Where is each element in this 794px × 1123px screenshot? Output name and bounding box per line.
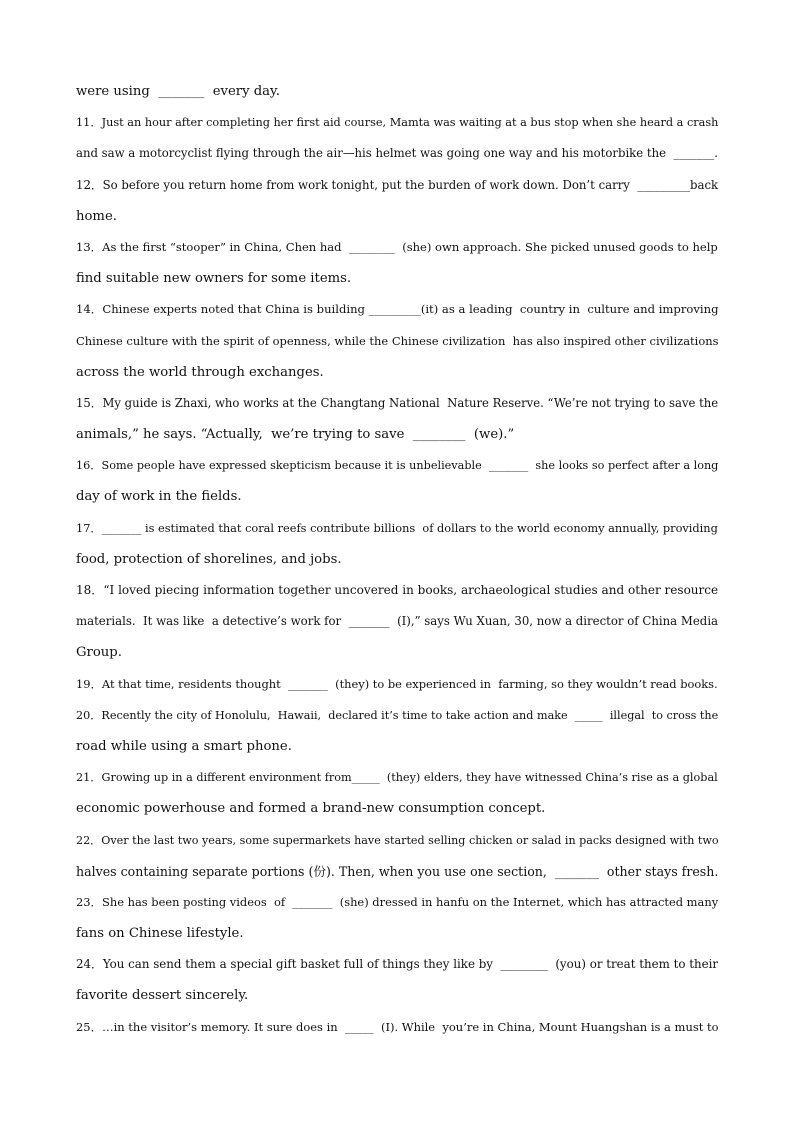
question-23-line-1: 23．She has been posting videos of _______ (she) dressed in hanfu on the Internet, which has attracted many xyxy=(76,894,719,909)
text-line: were using _______ every day. xyxy=(76,84,280,99)
question-21-line-1: 21．Growing up in a different environment from_____ (they) elders, they have witnessed China’s rise as a global xyxy=(76,771,718,785)
question-14-line-2: Chinese culture with the spirit of openness, while the Chinese civilization has also inspired other civilizations xyxy=(76,333,719,348)
question-15-line-2: animals,” he says. “Actually, we’re trying to save ________ (we).” xyxy=(76,427,515,443)
question-18-line-2: materials. It was like a detective’s work for _______ (I),” says Wu Xuan, 30, now a director of China Media xyxy=(76,614,719,629)
question-12-line-2: home. xyxy=(76,208,117,224)
question-17-line-2: food, protection of shorelines, and jobs. xyxy=(76,551,342,567)
question-16-line-2: day of work in the fields. xyxy=(76,489,242,505)
question-18-line-3: Group. xyxy=(76,645,122,661)
question-20-line-2: road while using a smart phone. xyxy=(76,738,292,754)
question-11-line-2: and saw a motorcyclist flying through the air—his helmet was going one way and his motorbike the _______. xyxy=(76,146,718,161)
question-18-line-1: 18．“I loved piecing information together uncovered in books, archaeological studies and other resource xyxy=(76,583,719,597)
question-24-line-1: 24．You can send them a special gift basket full of things they like by ________ (you) or treat them to their xyxy=(76,957,719,972)
question-14-line-1: 14．Chinese experts noted that China is building _________(it) as a leading country in culture and improving xyxy=(76,302,719,317)
question-22-line-2: halves containing separate portions (份). Then, when you use one section, _______ other stays fresh. xyxy=(76,863,719,879)
question-13-line-2: find suitable new owners for some items. xyxy=(76,271,352,287)
question-21-line-2: economic powerhouse and formed a brand-new consumption concept. xyxy=(76,801,546,817)
question-11-line-1: 11．Just an hour after completing her first aid course, Mamta was waiting at a bus stop when she heard a crash xyxy=(76,116,719,130)
question-12-line-1: 12．So before you return home from work tonight, put the burden of work down. Don’t carry _________back xyxy=(76,177,719,192)
question-19-line-1: 19．At that time, residents thought _______ (they) to be experienced in farming, so they wouldn’t read books. xyxy=(76,676,718,691)
question-25-line-1: 25．…in the visitor’s memory. It sure does in _____ (I). While you’re in China, Mount Huangshan is a must to xyxy=(76,1019,719,1034)
question-17-line-1: 17．_______ is estimated that coral reefs contribute billions of dollars to the world economy annually, providing xyxy=(76,520,718,535)
exercise-text xyxy=(76,78,719,1045)
question-16-line-1: 16．Some people have expressed skepticism because it is unbelievable _______ she looks so perfect after a long xyxy=(76,459,719,473)
question-24-line-2: favorite dessert sincerely. xyxy=(76,988,249,1004)
question-22-line-1: 22．Over the last two years, some supermarkets have started selling chicken or salad in packs designed with two xyxy=(76,833,719,847)
question-15-line-1: 15．My guide is Zhaxi, who works at the Changtang National Nature Reserve. “We’re not trying to save the xyxy=(76,395,719,410)
question-20-line-1: 20．Recently the city of Honolulu, Hawaii, declared it’s time to take action and make _____ illegal to cross the xyxy=(76,708,719,722)
question-23-line-2: fans on Chinese lifestyle. xyxy=(76,926,244,942)
question-14-line-3: across the world through exchanges. xyxy=(76,364,324,380)
question-13-line-1: 13．As the first “stooper” in China, Chen had ________ (she) own approach. She picked unused goods to help xyxy=(76,239,718,254)
